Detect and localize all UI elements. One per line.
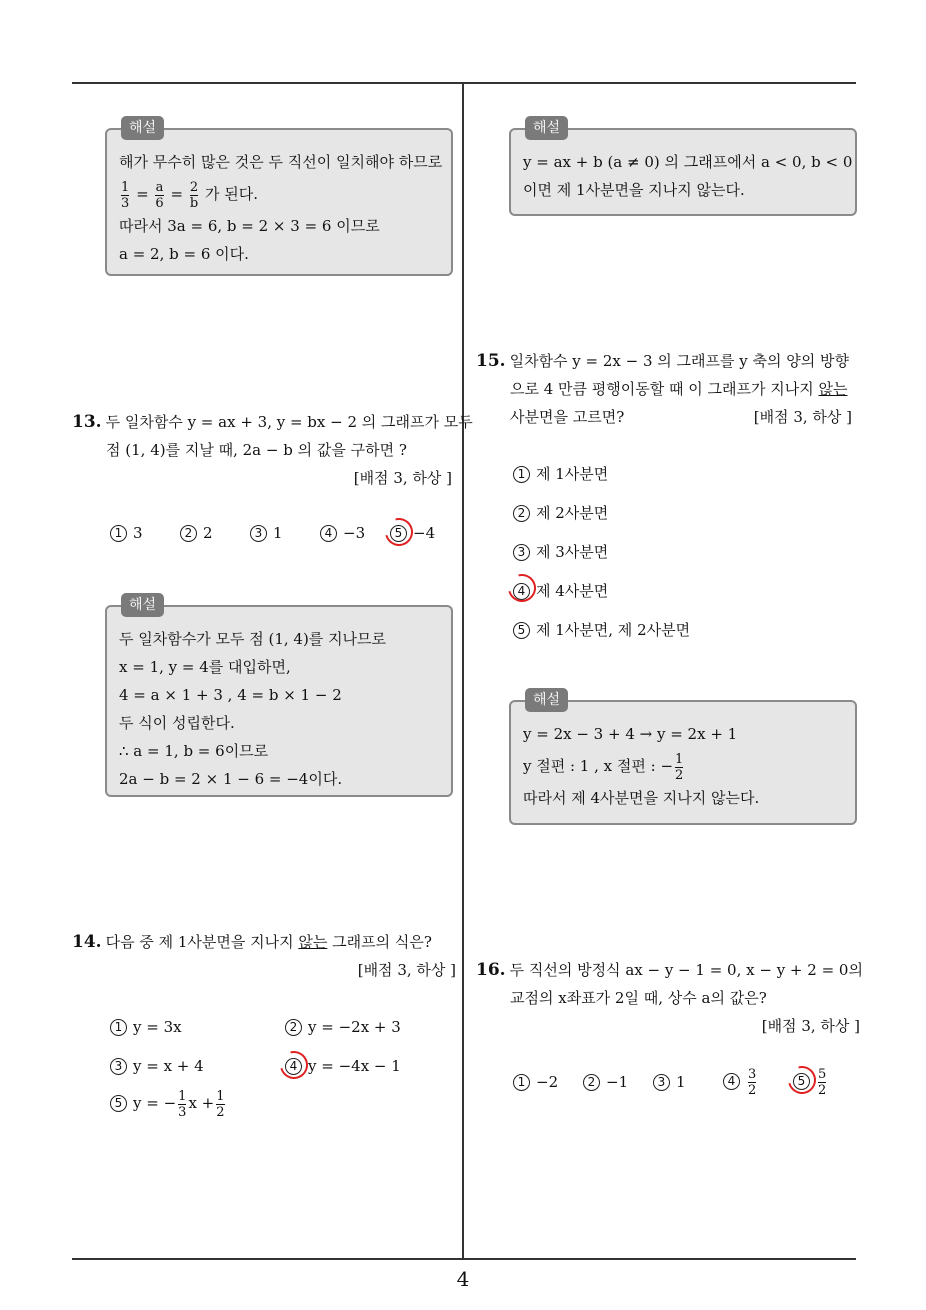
fraction: $\frac{1}{3}$ xyxy=(121,179,130,211)
question-number: 14. xyxy=(72,932,102,952)
choice-15-3[interactable]: 3 제 3사분면 xyxy=(513,541,608,562)
question-text: 교점의 x좌표가 2일 때, 상수 a의 값은? xyxy=(510,989,767,1007)
solution-line: 따라서 제 4사분면을 지나지 않는다. xyxy=(523,789,760,807)
score-label: [배점 3, 하상 ] xyxy=(353,469,452,487)
solution-box-13 xyxy=(105,597,453,797)
choice-13-2[interactable]: 2 2 xyxy=(180,524,213,542)
choice-15-2[interactable]: 2 제 2사분면 xyxy=(513,502,608,523)
question-13 xyxy=(72,408,473,492)
solution-line: y 절편 : 1 , x 절편 : − $\frac{1}{2}$ xyxy=(523,751,684,783)
solution-line: ∴ a = 1, b = 6이므로 xyxy=(119,742,269,760)
question-text: 두 직선의 방정식 ax − y − 1 = 0, x − y + 2 = 0의 xyxy=(509,961,863,979)
solution-line: a = 2, b = 6 이다. xyxy=(119,245,249,263)
choice-14-4[interactable]: 4 y = −4x − 1 xyxy=(285,1057,401,1075)
answer-mark xyxy=(503,569,541,607)
solution-box-14 xyxy=(509,120,857,216)
choice-16-4[interactable]: 4 $\frac{3}{2}$ xyxy=(723,1063,758,1099)
solution-box-12 xyxy=(105,120,453,276)
solution-line: y = 2x − 3 + 4 → y = 2x + 1 xyxy=(523,725,738,743)
answer-mark xyxy=(275,1046,313,1084)
solution-line: $\frac{1}{3}$ = $\frac{a}{6}$ = $\frac{2}{b}$ 가 된다. xyxy=(121,179,258,211)
solution-tag: 해설 xyxy=(121,116,164,140)
choice-13-3[interactable]: 3 1 xyxy=(250,524,283,542)
choice-14-1[interactable]: 1 y = 3x xyxy=(110,1018,182,1036)
solution-line: 2a − b = 2 × 1 − 6 = −4이다. xyxy=(119,770,343,788)
column-divider xyxy=(462,82,464,1258)
question-text: 점 (1, 4)를 지날 때, 2a − b 의 값을 구하면 ? xyxy=(106,441,407,459)
underlined-text: 않는 xyxy=(818,380,848,398)
score-label: [배점 3, 하상 ] xyxy=(761,1017,860,1035)
underlined-text: 않는 xyxy=(298,933,328,951)
question-text: 으로 4 만큼 평행이동할 때 이 그래프가 지나지 xyxy=(510,380,819,398)
solution-box-15 xyxy=(509,692,857,825)
choice-15-4[interactable]: 4 제 4사분면 xyxy=(513,580,608,601)
solution-line: 따라서 3a = 6, b = 2 × 3 = 6 이므로 xyxy=(119,217,380,235)
choice-14-2[interactable]: 2 y = −2x + 3 xyxy=(285,1018,401,1036)
choice-16-3[interactable]: 3 1 xyxy=(653,1073,686,1091)
solution-line: y = ax + b (a ≠ 0) 의 그래프에서 a < 0, b < 0 xyxy=(523,153,853,171)
fraction: $\frac{a}{6}$ xyxy=(155,179,164,211)
fraction: $\frac{1}{2}$ xyxy=(216,1088,225,1120)
top-rule xyxy=(72,82,856,84)
answer-mark xyxy=(380,513,418,551)
choice-16-2[interactable]: 2 −1 xyxy=(583,1073,628,1091)
choice-13-5[interactable]: 5 −4 xyxy=(390,524,435,542)
fraction: $\frac{2}{b}$ xyxy=(189,179,199,211)
solution-line: 4 = a × 1 + 3 , 4 = b × 1 − 2 xyxy=(119,686,342,704)
question-15 xyxy=(476,347,856,431)
question-number: 13. xyxy=(72,412,102,432)
score-label: [배점 3, 하상 ] xyxy=(357,961,456,979)
choice-15-1[interactable]: 1 제 1사분면 xyxy=(513,463,608,484)
solution-line: 두 식이 성립한다. xyxy=(119,714,235,732)
fraction: $\frac{1}{3}$ xyxy=(178,1088,187,1120)
choice-16-5[interactable]: 5 $\frac{5}{2}$ xyxy=(793,1063,828,1099)
fraction: $\frac{5}{2}$ xyxy=(818,1066,827,1098)
solution-line: 해가 무수히 많은 것은 두 직선이 일치해야 하므로 xyxy=(119,153,443,171)
question-number: 15. xyxy=(476,351,506,371)
question-text: 두 일차함수 y = ax + 3, y = bx − 2 의 그래프가 모두 xyxy=(105,413,473,431)
choice-16-1[interactable]: 1 −2 xyxy=(513,1073,558,1091)
question-number: 16. xyxy=(476,960,506,980)
fraction: $\frac{3}{2}$ xyxy=(748,1066,757,1098)
choice-13-4[interactable]: 4 −3 xyxy=(320,524,365,542)
page-number: 4 xyxy=(456,1267,470,1291)
choice-13-1[interactable]: 1 3 xyxy=(110,524,143,542)
solution-line: 두 일차함수가 모두 점 (1, 4)를 지나므로 xyxy=(119,630,387,648)
solution-tag: 해설 xyxy=(525,688,568,712)
solution-tag: 해설 xyxy=(121,593,164,617)
question-text: 그래프의 식은? xyxy=(327,933,432,951)
question-16 xyxy=(476,956,863,1040)
question-text: 일차함수 y = 2x − 3 의 그래프를 y 축의 양의 방향 xyxy=(509,352,850,370)
solution-line: 이면 제 1사분면을 지나지 않는다. xyxy=(523,181,745,199)
score-label: [배점 3, 하상 ] xyxy=(753,408,852,426)
question-14 xyxy=(72,928,456,984)
solution-tag: 해설 xyxy=(525,116,568,140)
question-text: 다음 중 제 1사분면을 지나지 xyxy=(105,933,299,951)
choice-14-5[interactable]: 5 y = − $\frac{1}{3}$ x + $\frac{1}{2}$ xyxy=(110,1085,227,1121)
bottom-rule xyxy=(72,1258,856,1260)
question-text: 사분면을 고르면? xyxy=(510,408,625,426)
solution-line: x = 1, y = 4를 대입하면, xyxy=(119,658,291,676)
choice-14-3[interactable]: 3 y = x + 4 xyxy=(110,1057,204,1075)
fraction: $\frac{1}{2}$ xyxy=(675,751,684,783)
choice-15-5[interactable]: 5 제 1사분면, 제 2사분면 xyxy=(513,619,690,640)
